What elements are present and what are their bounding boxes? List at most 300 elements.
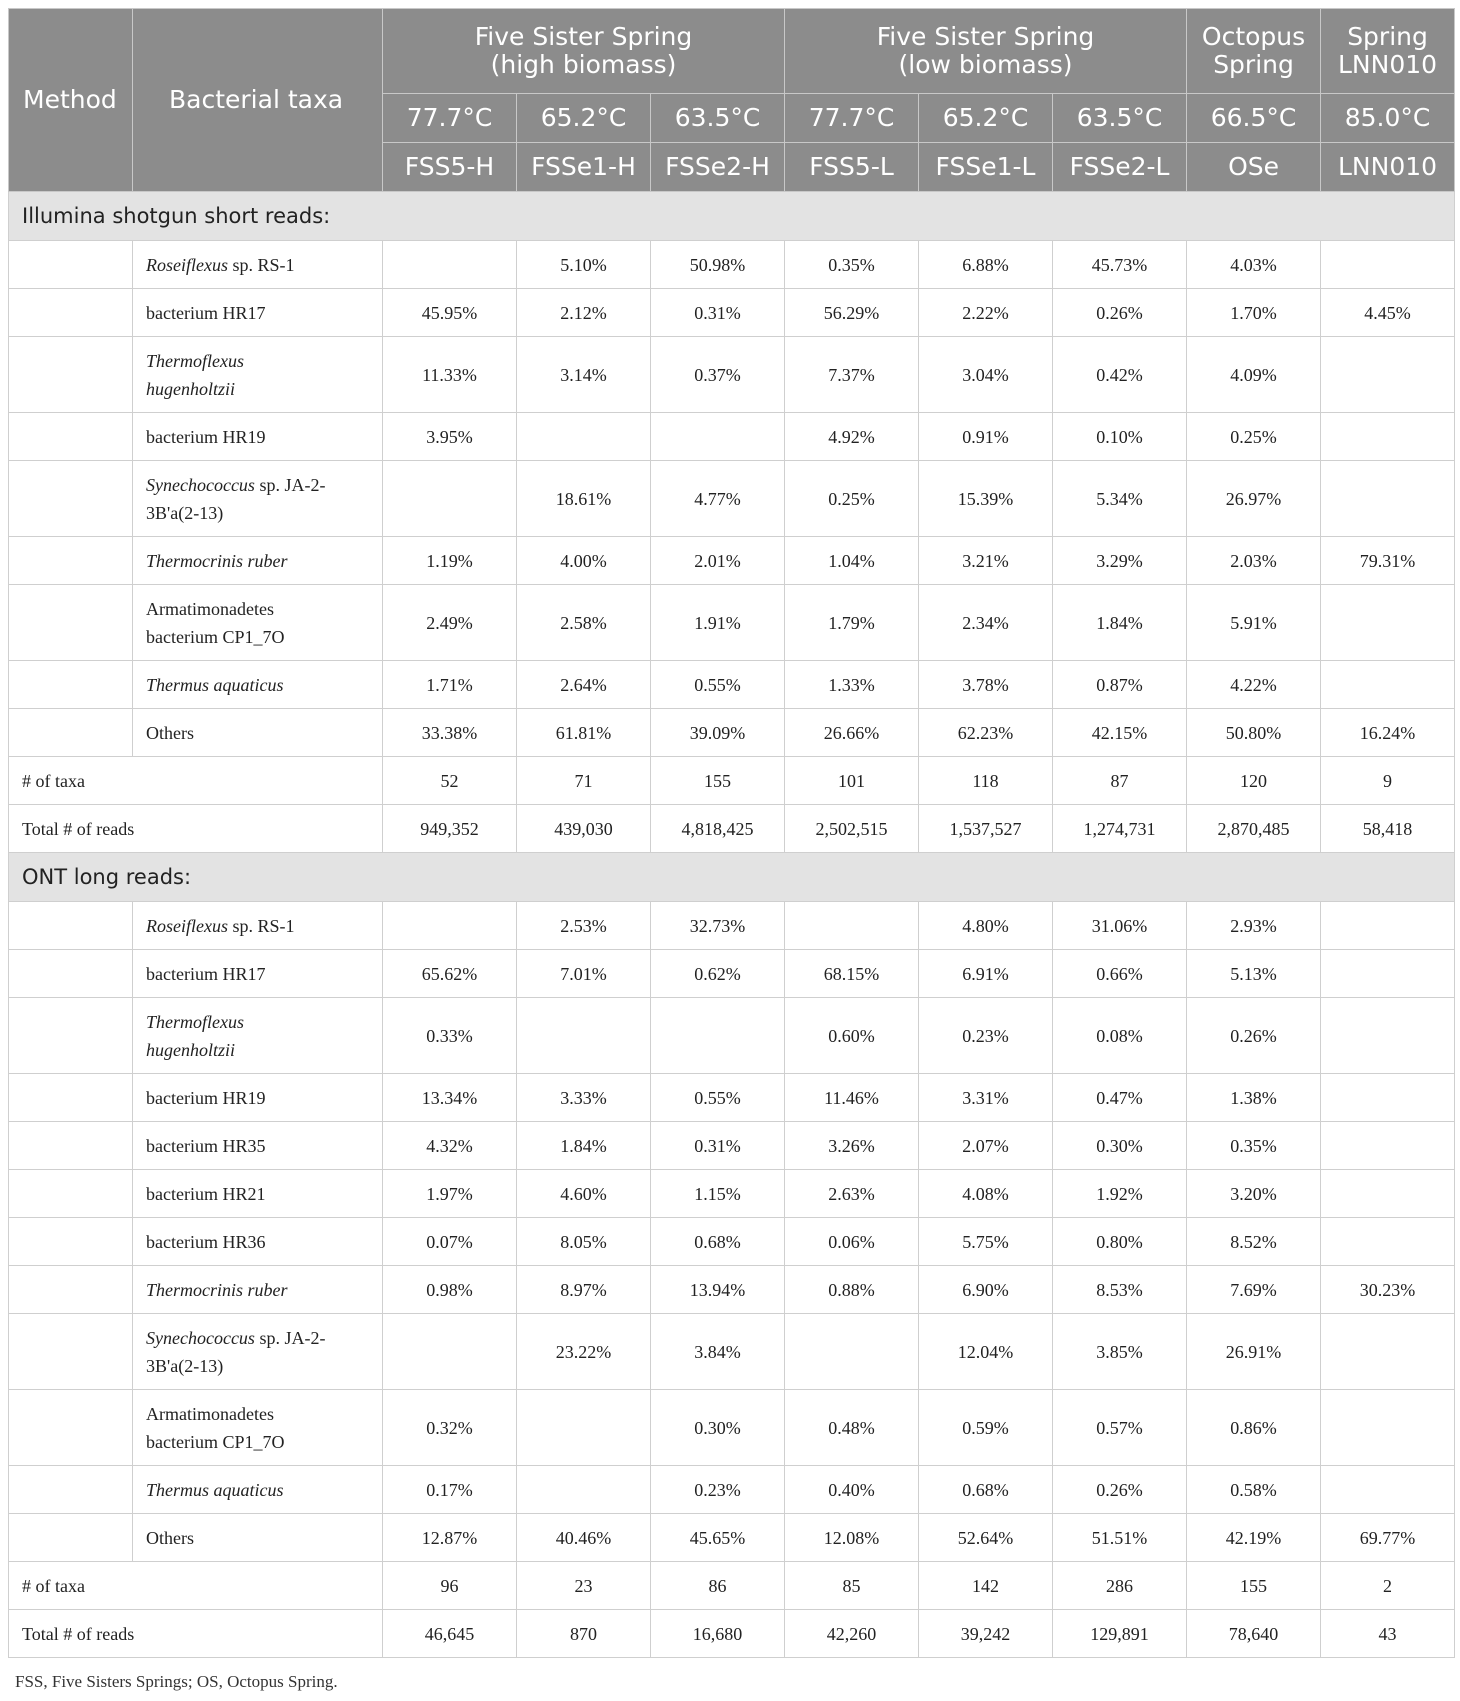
abundance-cell: 2.34% (919, 585, 1053, 661)
table-row (9, 337, 1455, 413)
taxon-cell (133, 461, 383, 537)
method-cell (9, 709, 133, 757)
abundance-cell: 0.91% (919, 413, 1053, 461)
abundance-cell (383, 1314, 517, 1390)
abundance-cell: 2.53% (517, 902, 651, 950)
abundance-cell: 42.19% (1187, 1514, 1321, 1562)
reads-total-row-value: 949,352 (383, 805, 517, 853)
abundance-cell: 1.92% (1053, 1170, 1187, 1218)
taxon-cell (133, 1466, 383, 1514)
abundance-cell (1321, 1390, 1455, 1466)
abundance-cell: 2.49% (383, 585, 517, 661)
taxon-genus: Thermocrinis ruber (146, 1279, 288, 1300)
group-header-line1: Octopus (1201, 22, 1306, 51)
abundance-cell: 4.03% (1187, 241, 1321, 289)
abundance-cell: 3.20% (1187, 1170, 1321, 1218)
taxa-count-row-value: 85 (785, 1562, 919, 1610)
abundance-cell: 0.37% (651, 337, 785, 413)
table-row (9, 1466, 1455, 1514)
group-header-line1: Spring (1347, 22, 1428, 51)
abundance-cell: 4.08% (919, 1170, 1053, 1218)
abundance-cell: 0.60% (785, 998, 919, 1074)
taxon-cell (133, 337, 383, 413)
abundance-cell (1321, 1218, 1455, 1266)
abundance-cell (383, 902, 517, 950)
abundance-cell: 69.77% (1321, 1514, 1455, 1562)
table-row (9, 1122, 1455, 1170)
abundance-cell: 0.23% (919, 998, 1053, 1074)
sample-header: FSS5-H (383, 143, 517, 192)
abundance-cell: 52.64% (919, 1514, 1053, 1562)
abundance-cell: 7.37% (785, 337, 919, 413)
abundance-cell: 4.77% (651, 461, 785, 537)
reads-total-row-value: 129,891 (1053, 1610, 1187, 1658)
temp-header: 77.7°C (785, 94, 919, 143)
taxon-cell (133, 1218, 383, 1266)
abundance-cell (651, 998, 785, 1074)
taxon-cell (133, 413, 383, 461)
sample-header: FSS5-L (785, 143, 919, 192)
reads-total-row-value: 1,537,527 (919, 805, 1053, 853)
method-cell (9, 1314, 133, 1390)
abundance-cell: 3.21% (919, 537, 1053, 585)
abundance-cell: 13.34% (383, 1074, 517, 1122)
abundance-cell: 7.69% (1187, 1266, 1321, 1314)
taxon-name: sp. JA-2- (254, 1327, 326, 1348)
abundance-cell: 30.23% (1321, 1266, 1455, 1314)
abundance-cell: 2.63% (785, 1170, 919, 1218)
abundance-cell: 5.75% (919, 1218, 1053, 1266)
abundance-cell (1321, 950, 1455, 998)
abundance-cell: 4.92% (785, 413, 919, 461)
abundance-cell: 51.51% (1053, 1514, 1187, 1562)
abundance-cell: 0.58% (1187, 1466, 1321, 1514)
abundance-cell: 4.60% (517, 1170, 651, 1218)
abundance-cell: 0.57% (1053, 1390, 1187, 1466)
abundance-cell (1321, 1074, 1455, 1122)
temp-header: 65.2°C (919, 94, 1053, 143)
taxa-count-row-value: 155 (1187, 1562, 1321, 1610)
abundance-cell: 0.32% (383, 1390, 517, 1466)
taxon-cell (133, 585, 383, 661)
abundance-cell: 16.24% (1321, 709, 1455, 757)
taxon-name: bacterium HR35 (146, 1135, 266, 1156)
taxa-count-row-label: # of taxa (9, 1562, 383, 1610)
table-body (9, 192, 1455, 1658)
abundance-cell (1321, 413, 1455, 461)
table-row (9, 902, 1455, 950)
taxon-cell (133, 537, 383, 585)
abundance-cell: 0.98% (383, 1266, 517, 1314)
abundance-table (8, 8, 1455, 1658)
abundance-cell: 6.90% (919, 1266, 1053, 1314)
taxon-name: bacterium HR36 (146, 1231, 266, 1252)
abundance-cell: 26.91% (1187, 1314, 1321, 1390)
taxon-name: bacterium HR17 (146, 302, 266, 323)
abundance-cell: 26.66% (785, 709, 919, 757)
abundance-cell: 0.07% (383, 1218, 517, 1266)
reads-total-row-value: 16,680 (651, 1610, 785, 1658)
abundance-cell: 0.48% (785, 1390, 919, 1466)
taxon-cell (133, 1122, 383, 1170)
method-cell (9, 1074, 133, 1122)
taxa-count-row-value: 71 (517, 757, 651, 805)
taxon-cell (133, 661, 383, 709)
abundance-cell: 1.15% (651, 1170, 785, 1218)
abundance-cell: 0.47% (1053, 1074, 1187, 1122)
abundance-cell: 0.55% (651, 1074, 785, 1122)
group-header-line1: Five Sister Spring (876, 22, 1095, 51)
abundance-cell: 0.33% (383, 998, 517, 1074)
taxa-header: Bacterial taxa (133, 9, 383, 192)
abundance-cell (383, 241, 517, 289)
reads-total-row-value: 42,260 (785, 1610, 919, 1658)
taxon-genus: Thermoflexus (146, 1011, 244, 1032)
abundance-cell: 2.12% (517, 289, 651, 337)
abundance-cell: 1.97% (383, 1170, 517, 1218)
abundance-cell (517, 1390, 651, 1466)
abundance-cell: 12.08% (785, 1514, 919, 1562)
abundance-cell: 3.26% (785, 1122, 919, 1170)
reads-total-row-value: 78,640 (1187, 1610, 1321, 1658)
taxon-cell (133, 241, 383, 289)
abundance-cell: 0.59% (919, 1390, 1053, 1466)
abundance-cell: 5.10% (517, 241, 651, 289)
abundance-cell: 0.66% (1053, 950, 1187, 998)
abundance-cell: 65.62% (383, 950, 517, 998)
abundance-cell: 8.05% (517, 1218, 651, 1266)
abundance-cell: 1.19% (383, 537, 517, 585)
abundance-cell: 8.52% (1187, 1218, 1321, 1266)
method-cell (9, 1390, 133, 1466)
method-cell (9, 413, 133, 461)
table-row (9, 709, 1455, 757)
abundance-cell: 39.09% (651, 709, 785, 757)
abundance-cell: 45.95% (383, 289, 517, 337)
taxa-count-row (9, 757, 1455, 805)
taxon-name-line2: 3B'a(2-13) (146, 1355, 224, 1376)
taxon-name: sp. JA-2- (254, 474, 326, 495)
method-cell (9, 461, 133, 537)
abundance-cell (1321, 1122, 1455, 1170)
temp-header: 63.5°C (1053, 94, 1187, 143)
reads-total-row (9, 805, 1455, 853)
abundance-cell: 5.34% (1053, 461, 1187, 537)
abundance-cell: 18.61% (517, 461, 651, 537)
method-cell (9, 337, 133, 413)
reads-total-row-label: Total # of reads (9, 1610, 383, 1658)
abundance-cell: 79.31% (1321, 537, 1455, 585)
taxon-name-line2: bacterium CP1_7O (146, 1431, 285, 1452)
abundance-cell: 0.68% (919, 1466, 1053, 1514)
group-header-octopus (1187, 9, 1321, 94)
abundance-cell: 12.04% (919, 1314, 1053, 1390)
abundance-cell: 0.80% (1053, 1218, 1187, 1266)
abundance-cell: 50.98% (651, 241, 785, 289)
abundance-cell: 2.07% (919, 1122, 1053, 1170)
abundance-cell: 0.35% (1187, 1122, 1321, 1170)
table-row (9, 1390, 1455, 1466)
abundance-cell: 0.10% (1053, 413, 1187, 461)
temp-header: 63.5°C (651, 94, 785, 143)
abundance-cell: 1.38% (1187, 1074, 1321, 1122)
abundance-cell: 3.85% (1053, 1314, 1187, 1390)
table-footnote: FSS, Five Sisters Springs; OS, Octopus Spring. (15, 1672, 338, 1691)
abundance-cell: 1.79% (785, 585, 919, 661)
table-row (9, 998, 1455, 1074)
abundance-cell: 11.46% (785, 1074, 919, 1122)
sample-header: FSSe1-L (919, 143, 1053, 192)
abundance-cell: 2.03% (1187, 537, 1321, 585)
abundance-cell: 62.23% (919, 709, 1053, 757)
illumina-section-title: Illumina shotgun short reads: (9, 192, 1455, 241)
abundance-cell: 0.30% (1053, 1122, 1187, 1170)
table-row (9, 1514, 1455, 1562)
abundance-cell (517, 413, 651, 461)
taxon-genus: Thermus aquaticus (146, 674, 284, 695)
table-row (9, 241, 1455, 289)
abundance-cell (1321, 998, 1455, 1074)
taxon-genus: Roseiflexus (146, 254, 228, 275)
abundance-cell: 3.04% (919, 337, 1053, 413)
abundance-cell (1321, 661, 1455, 709)
abundance-cell: 2.22% (919, 289, 1053, 337)
abundance-cell (517, 1466, 651, 1514)
abundance-cell: 0.26% (1053, 1466, 1187, 1514)
abundance-cell (383, 461, 517, 537)
abundance-cell: 3.33% (517, 1074, 651, 1122)
abundance-cell (651, 413, 785, 461)
abundance-cell: 0.25% (1187, 413, 1321, 461)
reads-total-row-value: 870 (517, 1610, 651, 1658)
sample-header: FSSe1-H (517, 143, 651, 192)
taxon-name: bacterium HR19 (146, 426, 266, 447)
abundance-cell: 42.15% (1053, 709, 1187, 757)
table-row (9, 1170, 1455, 1218)
taxa-count-row-value: 101 (785, 757, 919, 805)
taxon-cell (133, 709, 383, 757)
taxon-cell (133, 1514, 383, 1562)
taxon-cell (133, 1390, 383, 1466)
group-header-line1: Five Sister Spring (474, 22, 693, 51)
method-cell (9, 661, 133, 709)
table-row (9, 1074, 1455, 1122)
temp-header: 85.0°C (1321, 94, 1455, 143)
reads-total-row-value: 58,418 (1321, 805, 1455, 853)
method-cell (9, 1218, 133, 1266)
table-header (9, 9, 1455, 192)
reads-total-row-value: 4,818,425 (651, 805, 785, 853)
taxon-genus: Roseiflexus (146, 915, 228, 936)
taxon-name: bacterium HR21 (146, 1183, 266, 1204)
abundance-cell: 6.91% (919, 950, 1053, 998)
abundance-cell: 0.06% (785, 1218, 919, 1266)
abundance-cell: 0.17% (383, 1466, 517, 1514)
taxon-genus: Thermocrinis ruber (146, 550, 288, 571)
table-row (9, 413, 1455, 461)
group-header-fss-high (383, 9, 785, 94)
abundance-cell: 3.78% (919, 661, 1053, 709)
taxon-genus: Synechococcus (146, 1327, 255, 1348)
reads-total-row-value: 43 (1321, 1610, 1455, 1658)
abundance-cell (517, 998, 651, 1074)
abundance-cell (1321, 1314, 1455, 1390)
abundance-cell: 1.84% (1053, 585, 1187, 661)
temp-header: 66.5°C (1187, 94, 1321, 143)
taxon-cell (133, 1170, 383, 1218)
taxon-genus: Synechococcus (146, 474, 255, 495)
abundance-cell: 1.70% (1187, 289, 1321, 337)
sample-header: LNN010 (1321, 143, 1455, 192)
abundance-cell: 1.33% (785, 661, 919, 709)
table-row (9, 585, 1455, 661)
abundance-cell: 13.94% (651, 1266, 785, 1314)
abundance-cell: 23.22% (517, 1314, 651, 1390)
abundance-cell: 3.31% (919, 1074, 1053, 1122)
abundance-cell: 2.01% (651, 537, 785, 585)
abundance-cell: 8.53% (1053, 1266, 1187, 1314)
abundance-cell: 15.39% (919, 461, 1053, 537)
reads-total-row-value: 2,870,485 (1187, 805, 1321, 853)
abundance-cell: 4.32% (383, 1122, 517, 1170)
reads-total-row-value: 46,645 (383, 1610, 517, 1658)
taxon-cell (133, 1074, 383, 1122)
abundance-cell: 12.87% (383, 1514, 517, 1562)
taxa-count-row-value: 9 (1321, 757, 1455, 805)
taxon-name-line2: bacterium CP1_7O (146, 626, 285, 647)
abundance-cell: 6.88% (919, 241, 1053, 289)
method-cell (9, 585, 133, 661)
taxa-count-row-value: 120 (1187, 757, 1321, 805)
taxa-count-row-value: 23 (517, 1562, 651, 1610)
abundance-cell: 0.25% (785, 461, 919, 537)
abundance-cell: 45.65% (651, 1514, 785, 1562)
ont-section-title-row (9, 853, 1455, 902)
abundance-cell: 4.09% (1187, 337, 1321, 413)
abundance-cell (1321, 461, 1455, 537)
abundance-cell: 5.13% (1187, 950, 1321, 998)
taxon-genus-line2: hugenholtzii (146, 1039, 235, 1060)
abundance-cell: 2.58% (517, 585, 651, 661)
taxon-name: bacterium HR17 (146, 963, 266, 984)
taxon-name: sp. RS-1 (227, 915, 295, 936)
abundance-cell: 61.81% (517, 709, 651, 757)
taxa-count-row-value: 87 (1053, 757, 1187, 805)
abundance-cell: 0.30% (651, 1390, 785, 1466)
taxon-name: sp. RS-1 (227, 254, 295, 275)
abundance-cell: 4.80% (919, 902, 1053, 950)
abundance-cell: 26.97% (1187, 461, 1321, 537)
taxon-name-line2: 3B'a(2-13) (146, 502, 224, 523)
abundance-cell: 0.26% (1053, 289, 1187, 337)
abundance-cell (1321, 241, 1455, 289)
abundance-cell: 0.68% (651, 1218, 785, 1266)
table-container (8, 8, 1454, 1658)
taxa-count-row-value: 86 (651, 1562, 785, 1610)
method-cell (9, 1466, 133, 1514)
abundance-cell: 0.31% (651, 1122, 785, 1170)
sample-header: FSSe2-L (1053, 143, 1187, 192)
abundance-cell (785, 902, 919, 950)
abundance-cell: 0.55% (651, 661, 785, 709)
abundance-cell: 40.46% (517, 1514, 651, 1562)
table-row (9, 461, 1455, 537)
reads-total-row (9, 1610, 1455, 1658)
table-row (9, 661, 1455, 709)
method-cell (9, 241, 133, 289)
abundance-cell (785, 1314, 919, 1390)
taxa-count-row-value: 142 (919, 1562, 1053, 1610)
abundance-cell: 2.93% (1187, 902, 1321, 950)
abundance-cell: 1.84% (517, 1122, 651, 1170)
taxon-cell (133, 950, 383, 998)
abundance-cell: 32.73% (651, 902, 785, 950)
taxon-name: Armatimonadetes (146, 598, 274, 619)
abundance-cell: 4.45% (1321, 289, 1455, 337)
abundance-cell: 0.40% (785, 1466, 919, 1514)
taxon-name: bacterium HR19 (146, 1087, 266, 1108)
taxon-cell (133, 902, 383, 950)
abundance-cell: 33.38% (383, 709, 517, 757)
group-header-fss-low (785, 9, 1187, 94)
taxon-cell (133, 998, 383, 1074)
table-row (9, 950, 1455, 998)
abundance-cell: 4.00% (517, 537, 651, 585)
abundance-cell: 0.86% (1187, 1390, 1321, 1466)
abundance-cell (1321, 1466, 1455, 1514)
method-cell (9, 1170, 133, 1218)
abundance-cell: 0.87% (1053, 661, 1187, 709)
abundance-cell: 1.71% (383, 661, 517, 709)
taxon-name: Others (146, 722, 194, 743)
sample-header: OSe (1187, 143, 1321, 192)
temp-header: 65.2°C (517, 94, 651, 143)
method-cell (9, 537, 133, 585)
method-cell (9, 998, 133, 1074)
abundance-cell (1321, 1170, 1455, 1218)
group-header-lnn010 (1321, 9, 1455, 94)
taxa-count-row-value: 52 (383, 757, 517, 805)
method-cell (9, 950, 133, 998)
abundance-cell: 1.04% (785, 537, 919, 585)
abundance-cell: 0.31% (651, 289, 785, 337)
abundance-cell: 3.29% (1053, 537, 1187, 585)
abundance-cell: 2.64% (517, 661, 651, 709)
method-cell (9, 902, 133, 950)
abundance-cell: 50.80% (1187, 709, 1321, 757)
abundance-cell: 56.29% (785, 289, 919, 337)
abundance-cell: 0.26% (1187, 998, 1321, 1074)
reads-total-row-value: 39,242 (919, 1610, 1053, 1658)
taxa-count-row-value: 155 (651, 757, 785, 805)
sample-header: FSSe2-H (651, 143, 785, 192)
abundance-cell: 0.23% (651, 1466, 785, 1514)
taxa-count-row-value: 118 (919, 757, 1053, 805)
abundance-cell (1321, 337, 1455, 413)
taxa-count-row (9, 1562, 1455, 1610)
abundance-cell: 3.95% (383, 413, 517, 461)
illumina-section-title-row (9, 192, 1455, 241)
reads-total-row-value: 2,502,515 (785, 805, 919, 853)
ont-section-title: ONT long reads: (9, 853, 1455, 902)
abundance-cell: 68.15% (785, 950, 919, 998)
abundance-cell: 7.01% (517, 950, 651, 998)
method-cell (9, 1514, 133, 1562)
abundance-cell: 0.08% (1053, 998, 1187, 1074)
table-row (9, 1266, 1455, 1314)
abundance-cell: 3.14% (517, 337, 651, 413)
taxa-count-row-label: # of taxa (9, 757, 383, 805)
